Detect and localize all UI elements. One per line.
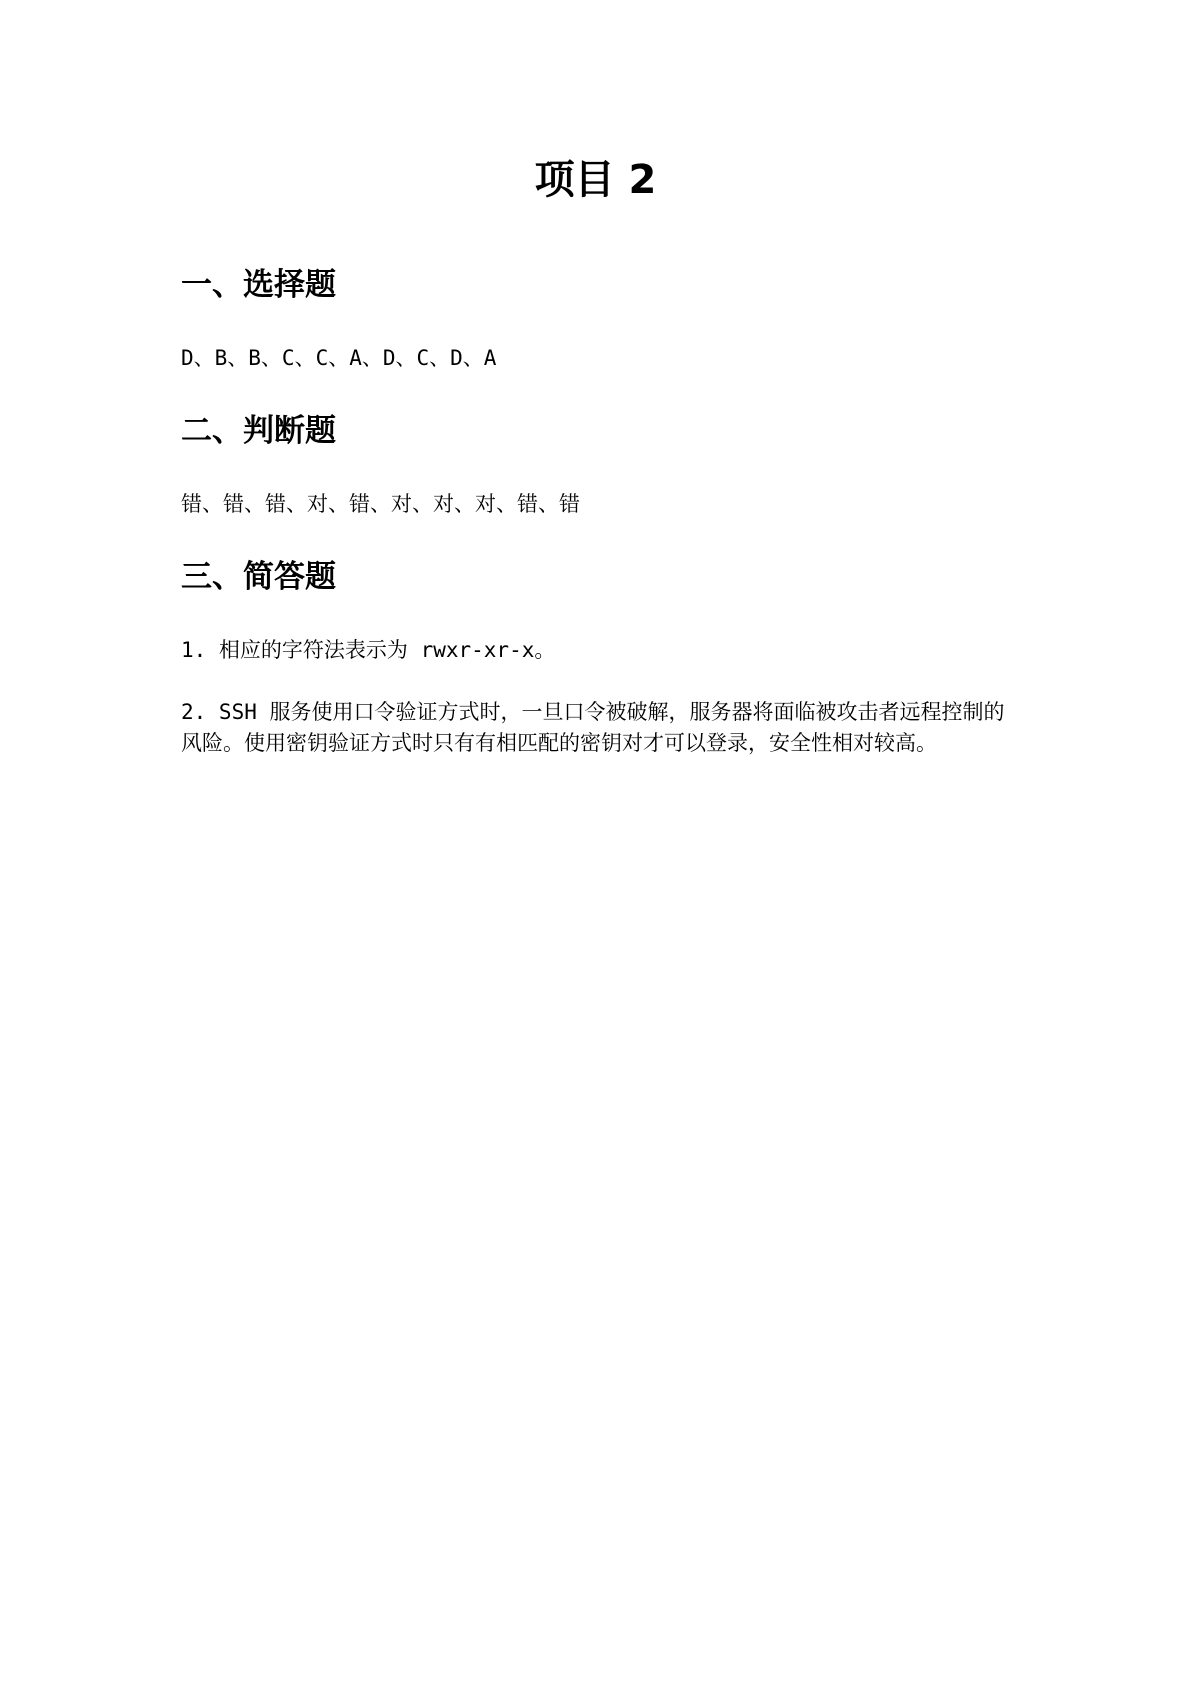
section-heading-choice: 一、选择题 [181,267,336,303]
choice-answers: D、B、B、C、C、A、D、C、D、A [181,346,497,370]
section-heading-judgement: 二、判断题 [181,413,336,449]
page-title: 项目 2 [534,157,657,203]
short-answer-2: 2. SSH 服务使用口令验证方式时，一旦口令被破解，服务器将面临被攻击者远程控制的风险。使用密钥验证方式时只有有相匹配的密钥对才可以登录，安全性相对较高。 [181,700,1005,755]
judgement-answers: 错、错、错、对、错、对、对、对、错、错 [181,492,580,516]
section-heading-short-answer: 三、简答题 [181,559,336,595]
short-answer-1: 1. 相应的字符法表示为 rwxr-xr-x。 [181,638,556,662]
